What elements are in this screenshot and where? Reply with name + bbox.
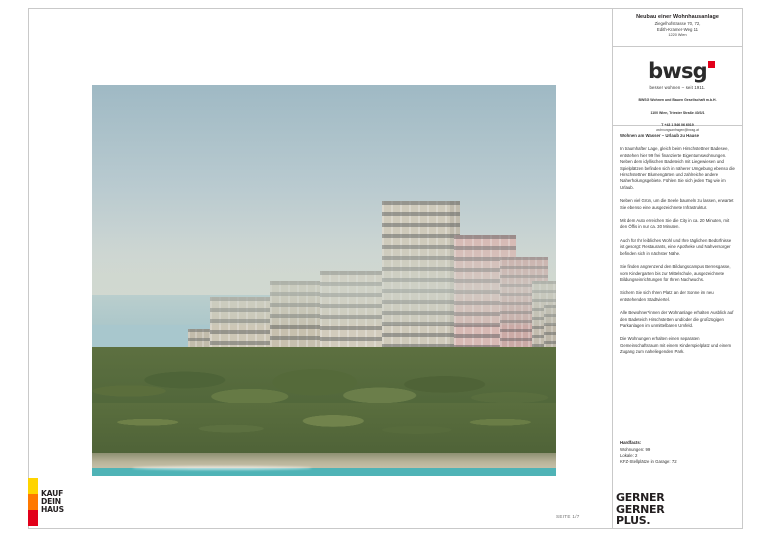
description-paragraph: Alle Bewohner*innen der Wohnanlage erhalten Ausblick auf den Badeteich Hirschstetten und/oder die großzügigen Parkanlagen im unmittelbaren Umfeld. <box>620 310 734 328</box>
kaufdeinhaus-line-1: KAUF <box>41 489 64 498</box>
company-phone: T +43 1 546 06 6019 <box>661 123 694 128</box>
hardfacts-shops: Lokale: 2 <box>620 453 638 458</box>
atmospheric-haze <box>92 235 556 325</box>
project-address-city: 1220 Wien <box>668 33 687 37</box>
bwsg-wordmark: bwsg <box>648 59 707 83</box>
hardfacts-block <box>620 440 736 465</box>
description-paragraph: Sichern Sie sich Ihren Platz an der Sonne im neu entstehenden Stadtviertel. <box>620 290 714 302</box>
description-paragraph: Sie finden angrenzend den Bildungscampus Berresgasse, vom Kindergarten bis zur Mittelschule, ausgezeichnete Bildungseinrichtungen für Ihren Nachwuchs. <box>620 264 731 282</box>
project-rendering <box>92 85 556 476</box>
kaufdeinhaus-color-strip-icon <box>28 478 38 526</box>
bwsg-logo <box>648 60 707 83</box>
company-email[interactable]: wohnungsanfragen@bwsg.at <box>656 127 699 132</box>
developer-logo-block <box>613 48 742 132</box>
kaufdeinhaus-line-2: DEIN <box>41 497 61 507</box>
description-paragraph: In traumhafter Lage, gleich beim Hirschstettner Badesee, entstehen hier 99 frei finanzierte Eigentumswohnungen. Neben dem idyllischen Badeteich mit Liegewiesen und Spielplätzen befinden sich in näherer Umgebung ebenso die Hirschstettner Blumengärten und zahlreiche andere Naherholungsgebiete. Fühlen Sie sich jeden Tag wie im Urlaub. <box>620 146 735 190</box>
kaufdeinhaus-wordmark <box>41 490 64 515</box>
company-address: 1100 Wien, Triester Straße 40/3/1 <box>650 110 705 115</box>
description-lead: Wohnen am Wasser – Urlaub zu Hause <box>620 133 700 138</box>
page-number: SEITE 1/7 <box>556 514 580 519</box>
page-title: Neubau einer Wohnhausanlage <box>636 14 719 20</box>
page-border-left <box>28 8 29 529</box>
page-border-right <box>742 8 743 529</box>
page-border-bottom <box>28 528 742 529</box>
description-paragraph: Auch für Ihr leibliches Wohl und Ihre täglichen Bedürfnisse ist gesorgt: Restaurants, eine Apotheke und Nahversorger befinden sich in nächster Nähe. <box>620 237 732 256</box>
bwsg-claim: besser wohnen – seit 1911. <box>649 85 706 90</box>
kaufdeinhaus-logo <box>28 478 86 526</box>
description-paragraph: Die Wohnungen erhalten einen separaten Gemeinschaftsraum mit einem Kinderspielplatz und einem Zugang zum naheliegenden Park. <box>620 336 732 355</box>
water-foam <box>132 466 312 470</box>
project-header <box>613 9 742 47</box>
bwsg-red-square-icon <box>708 61 715 68</box>
project-address-line1: Ziegelhofstrasse 70, 72, <box>654 21 701 26</box>
company-name: BWSG Wohnen und Bauen Gesellschaft m.b.H. <box>638 98 717 102</box>
architect-line-3: PLUS. <box>616 514 651 527</box>
hardfacts-parking: KFZ-Stellplätze in Garage: 72 <box>620 459 677 464</box>
description-column <box>620 133 736 363</box>
hardfacts-title: Hardfacts: <box>620 440 642 445</box>
description-paragraph: Neben viel Grün, um die Seele baumeln zu lassen, erwartet Sie ebenso eine ausgezeichnete Infrastruktur. <box>620 198 734 210</box>
architect-line-1: GERNER <box>616 491 665 504</box>
architect-logo <box>616 492 736 527</box>
project-address-line2: Edith-Kramer-Weg 11 <box>656 27 699 32</box>
architect-line-2: GERNER <box>616 502 665 516</box>
kaufdeinhaus-line-3: HAUS <box>41 505 64 515</box>
description-paragraph: Mit dem Auto erreichen Sie die City in ca. 20 Minuten, mit den Öffis in nur ca. 30 Minuten. <box>620 218 730 230</box>
hardfacts-apartments: Wohnungen: 99 <box>620 447 651 452</box>
